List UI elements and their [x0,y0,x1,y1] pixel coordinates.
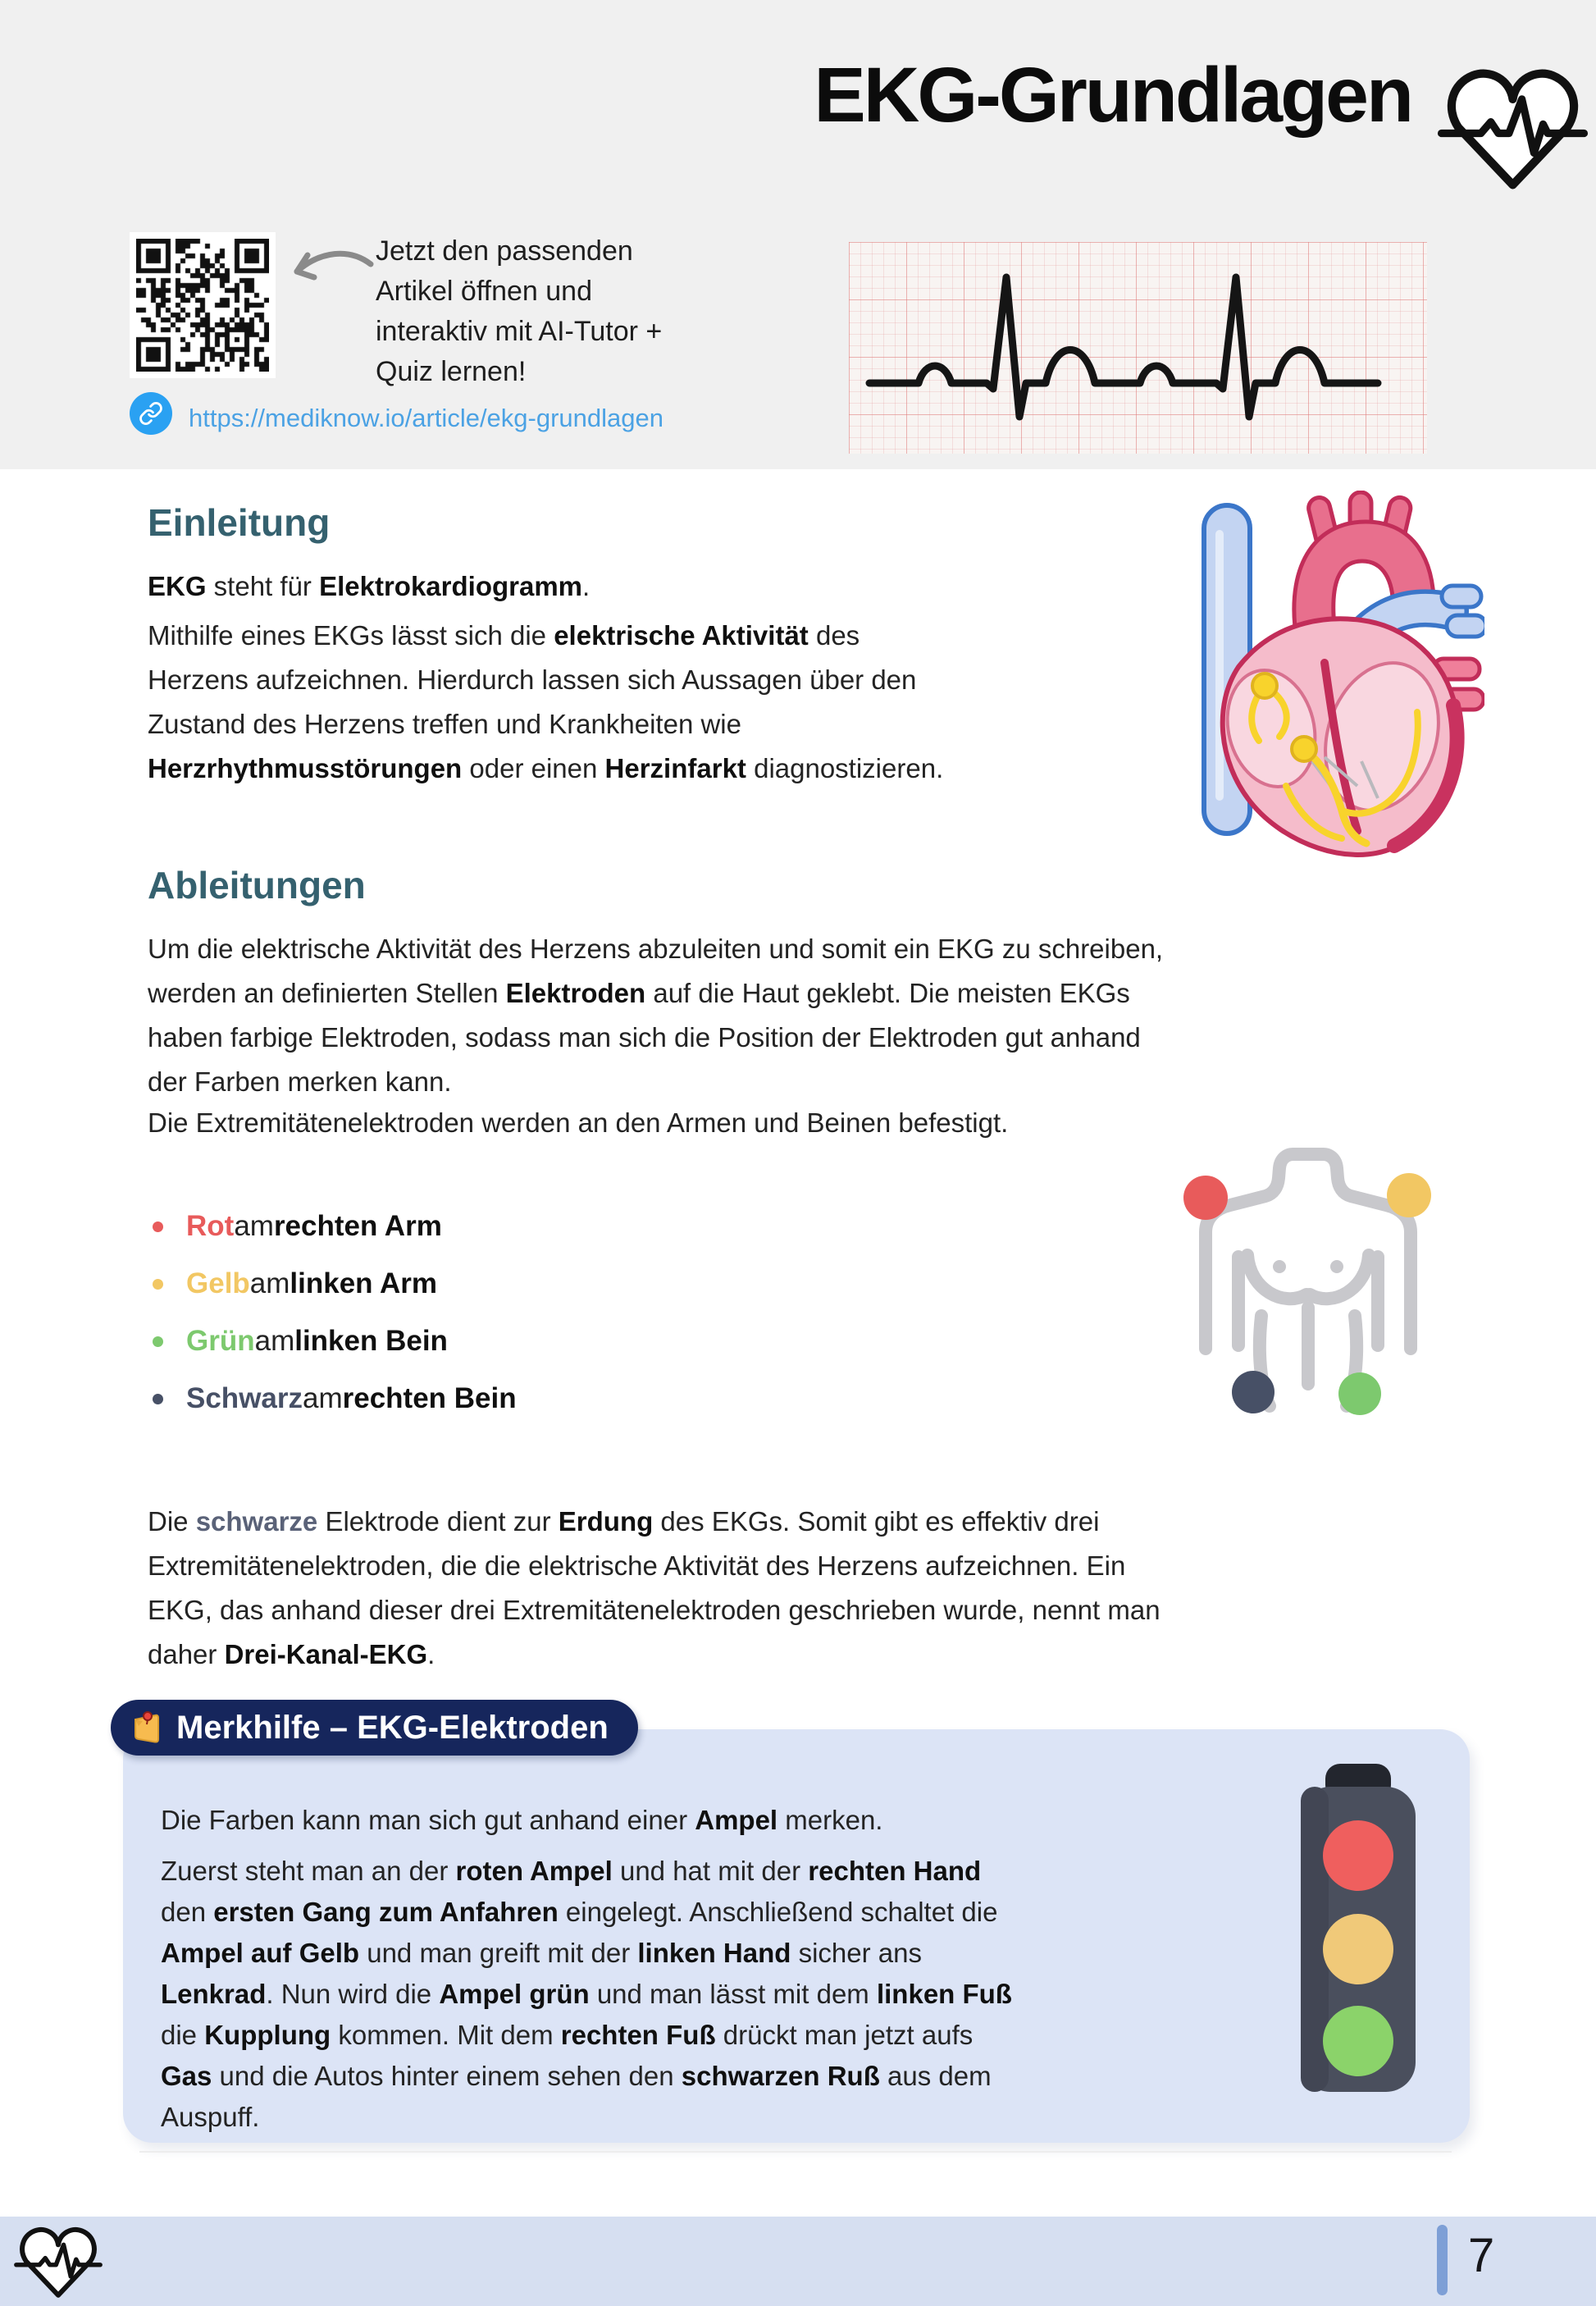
merkhilfe-body [161,1851,1276,2138]
bullet-dot [153,1336,163,1347]
text-segment: steht für [206,571,320,601]
ableitungen-paragraph-1 [148,927,1460,1104]
electrode-dot-gruen [1338,1372,1381,1415]
text-segment: Herzrhythmusstörungen [148,753,463,783]
bullet-dot [153,1394,163,1404]
text-segment: und man lässt mit dem [589,1979,877,2009]
electrode-list-item: Gelb am linken Arm [153,1262,517,1306]
article-link[interactable]: https://mediknow.io/article/ekg-grundlagen [189,404,663,432]
text-segment: Quiz lernen! [376,356,527,387]
text-segment: auf die Haut geklebt. Die meisten EKGs [645,978,1130,1008]
text-segment: Jetzt den passenden [376,235,633,267]
electrode-dot-gelb [1387,1173,1431,1217]
text-segment: diagnostizieren. [746,753,944,783]
text-segment: Gas [161,2061,212,2091]
text-segment: Lenkrad [161,1979,267,2009]
text-segment: Die Extremitätenelektroden werden an den Armen und Beinen befestigt. [148,1107,1009,1138]
section-heading-einleitung: Einleitung [148,501,331,544]
text-segment: aus dem [879,2061,992,2091]
text-segment: roten Ampel [455,1856,613,1886]
note-icon [129,1709,165,1747]
text-segment: des [808,620,860,651]
text-segment: den [161,1897,214,1927]
text-segment: Elektrode dient zur [317,1506,559,1537]
text-segment: Auspuff. [161,2102,260,2132]
footer-divider [139,2151,1452,2153]
text-segment: der Farben merken kann. [148,1066,452,1097]
text-segment: die [161,2020,205,2050]
text-segment: Artikel öffnen und [376,276,592,307]
text-segment: Kupplung [204,2020,331,2050]
text-segment: des EKGs. Somit gibt es effektiv drei [653,1506,1100,1537]
merkhilfe-title: Merkhilfe – EKG-Elektroden [176,1709,609,1746]
page-number-bar [1437,2225,1448,2295]
text-segment: EKG, das anhand dieser drei Extremitätenelektroden geschrieben wurde, nennt man [148,1595,1161,1625]
text-segment: . Nun wird die [266,1979,440,2009]
electrode-list-item: Rot am rechten Arm [153,1204,517,1249]
qr-code [130,232,276,378]
text-segment: Die [148,1506,196,1537]
traffic-light-red [1323,1820,1393,1891]
text-segment: Herzens aufzeichnen. Hierdurch lassen sich Aussagen über den [148,664,917,695]
text-segment: Elektroden [505,978,646,1008]
einleitung-paragraph-1 [148,564,590,609]
traffic-light-green [1323,2006,1393,2076]
section-heading-ableitungen: Ableitungen [148,864,366,906]
merkhilfe-intro [161,1800,882,1841]
traffic-light-yellow [1323,1914,1393,1984]
electrode-dot-schwarz [1232,1371,1275,1413]
text-segment: eingelegt. Anschließend schaltet die [558,1897,998,1927]
text-segment: EKG [148,571,207,601]
footer-heart-ekg-icon [12,2222,104,2302]
text-segment: linken Hand [637,1938,791,1968]
text-segment: rechten Fuß [560,2020,716,2050]
text-segment: werden an definierten Stellen [148,978,506,1008]
page-title: EKG-Grundlagen [814,52,1411,139]
text-segment: Drei-Kanal-EKG [224,1639,428,1669]
text-segment: . [582,571,591,601]
text-segment: schwarzen Ruß [681,2061,880,2091]
bullet-dot [153,1221,163,1232]
electrode-list-item: Grün am linken Bein [153,1319,517,1363]
heart-ekg-icon [1437,59,1589,197]
text-segment: Elektrokardiogramm [319,571,583,601]
curved-arrow-icon [285,246,376,291]
text-segment: Zustand des Herzens treffen und Krankheiten wie [148,709,741,739]
text-segment: Ampel auf Gelb [161,1938,360,1968]
text-segment: sicher ans [791,1938,922,1968]
text-segment: Die Farben kann man sich gut anhand einer [161,1805,695,1835]
text-segment: . [427,1639,435,1669]
text-segment: merken. [777,1805,883,1835]
text-segment: linken Fuß [876,1979,1012,2009]
traffic-light-illustration [1296,1764,1420,2103]
electrode-list-item: Schwarz am rechten Bein [153,1377,517,1421]
text-segment: kommen. Mit dem [331,2020,561,2050]
link-icon [130,392,172,435]
footer-band [0,2217,1596,2306]
torso-electrodes-illustration [1169,1134,1448,1462]
qr-promo-text [376,231,761,392]
text-segment: Um die elektrische Aktivität des Herzens abzuleiten und somit ein EKG zu schreiben, [148,934,1164,964]
text-segment: oder einen [462,753,605,783]
bullet-dot [153,1279,163,1290]
page-number: 7 [1468,2229,1495,2282]
text-segment: interaktiv mit AI-Tutor + [376,316,663,347]
text-segment: Herzinfarkt [604,753,746,783]
text-segment: Zuerst steht man an der [161,1856,456,1886]
text-segment: Erdung [558,1506,654,1537]
text-segment: daher [148,1639,225,1669]
ekg-trace [849,242,1427,454]
merkhilfe-badge [111,1700,638,1756]
ekg-trace-strip [849,242,1427,454]
text-segment: Mithilfe eines EKGs lässt sich die [148,620,554,651]
text-segment: Extremitätenelektroden, die die elektrische Aktivität des Herzens aufzeichnen. Ein [148,1550,1126,1581]
text-segment: drückt man jetzt aufs [715,2020,974,2050]
einleitung-paragraph-2 [148,614,1189,791]
electrode-color-list [153,1204,517,1434]
text-segment: und man greift mit der [359,1938,638,1968]
text-segment: elektrische Aktivität [554,620,809,651]
text-segment: ersten Gang zum Anfahren [213,1897,559,1927]
text-segment: und die Autos hinter einem sehen den [212,2061,682,2091]
erdung-paragraph [148,1500,1460,1677]
heart-anatomy-illustration [1189,491,1484,876]
text-segment: Ampel [695,1805,778,1835]
text-segment: rechten Hand [808,1856,982,1886]
text-segment: Ampel grün [439,1979,590,2009]
electrode-dot-rot [1183,1176,1228,1220]
text-segment: haben farbige Elektroden, sodass man sich die Position der Elektroden gut anhand [148,1022,1141,1053]
text-segment: schwarze [195,1506,318,1537]
text-segment: und hat mit der [612,1856,809,1886]
